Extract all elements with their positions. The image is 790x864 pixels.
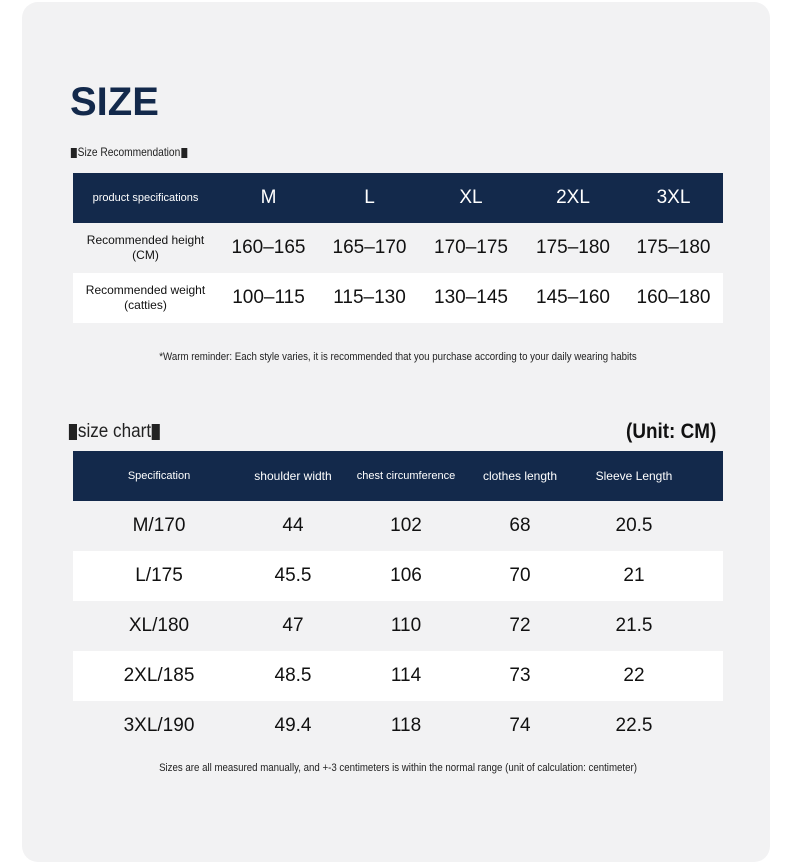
table-cell: L/175 [73,551,245,601]
table-cell: 3XL/190 [73,701,245,751]
table-cell: 170–175 [420,223,522,273]
table-cell: 145–160 [522,273,624,323]
table-cell: 118 [341,701,471,751]
column-header: chest circumference [341,451,471,501]
table-cell: 68 [471,501,569,551]
missing-glyph-icon [71,148,77,158]
column-header: XL [420,173,522,223]
column-header: Specification [73,451,245,501]
table-cell: 106 [341,551,471,601]
table-row [73,601,723,651]
table-cell: 48.5 [245,651,341,701]
table-cell [699,701,723,751]
warm-reminder-note: *Warm reminder: Each style varies, it is recommended that you purchase according to your daily wearing habits [159,351,637,363]
table-cell: 22 [569,651,699,701]
size-recommendation-heading: Size Recommendation [70,145,188,159]
table-cell: 175–180 [522,223,624,273]
row-label: Recommended weight (catties) [73,273,218,323]
table-row [73,551,723,601]
column-header: 2XL [522,173,624,223]
table-cell: 70 [471,551,569,601]
table-cell: 47 [245,601,341,651]
table-cell: 49.4 [245,701,341,751]
missing-glyph-icon [69,424,77,440]
column-header: L [319,173,420,223]
table-cell: 2XL/185 [73,651,245,701]
table-cell: 44 [245,501,341,551]
table-cell [699,501,723,551]
table-cell: 102 [341,501,471,551]
column-header: product specifications [73,173,218,223]
table-cell: 114 [341,651,471,701]
table-cell: 165–170 [319,223,420,273]
table-header-row [73,451,723,501]
missing-glyph-icon [181,148,187,158]
table-cell: 100–115 [218,273,319,323]
missing-glyph-icon [152,424,160,440]
size-recommendation-table [73,173,723,323]
table-cell: 160–165 [218,223,319,273]
column-header: shoulder width [245,451,341,501]
size-chart-heading: size chart [68,421,161,443]
table-cell: 74 [471,701,569,751]
table-cell: 160–180 [624,273,723,323]
table-header-row [73,173,723,223]
table-cell: 21.5 [569,601,699,651]
table-cell: M/170 [73,501,245,551]
page-title: SIZE [70,80,159,124]
column-header: M [218,173,319,223]
table-cell: 20.5 [569,501,699,551]
table-row [73,651,723,701]
row-label: Recommended height (CM) [73,223,218,273]
table-cell: 72 [471,601,569,651]
table-cell: 45.5 [245,551,341,601]
table-cell: 21 [569,551,699,601]
column-header: clothes length [471,451,569,501]
table-cell: 73 [471,651,569,701]
table-row [73,701,723,751]
unit-label: (Unit: CM) [625,420,716,443]
size-chart-table [73,451,723,751]
table-cell: 175–180 [624,223,723,273]
column-header: 3XL [624,173,723,223]
table-cell: 130–145 [420,273,522,323]
table-cell: XL/180 [73,601,245,651]
table-row [73,223,723,273]
header-spacer [699,451,723,501]
table-cell [699,651,723,701]
measurement-note: Sizes are all measured manually, and +-3 centimeters is within the normal range (unit of calculation: centimeter) [159,762,637,774]
table-row [73,273,723,323]
table-cell [699,601,723,651]
table-cell [699,551,723,601]
column-header: Sleeve Length [569,451,699,501]
table-cell: 22.5 [569,701,699,751]
table-cell: 115–130 [319,273,420,323]
table-row [73,501,723,551]
table-cell: 110 [341,601,471,651]
